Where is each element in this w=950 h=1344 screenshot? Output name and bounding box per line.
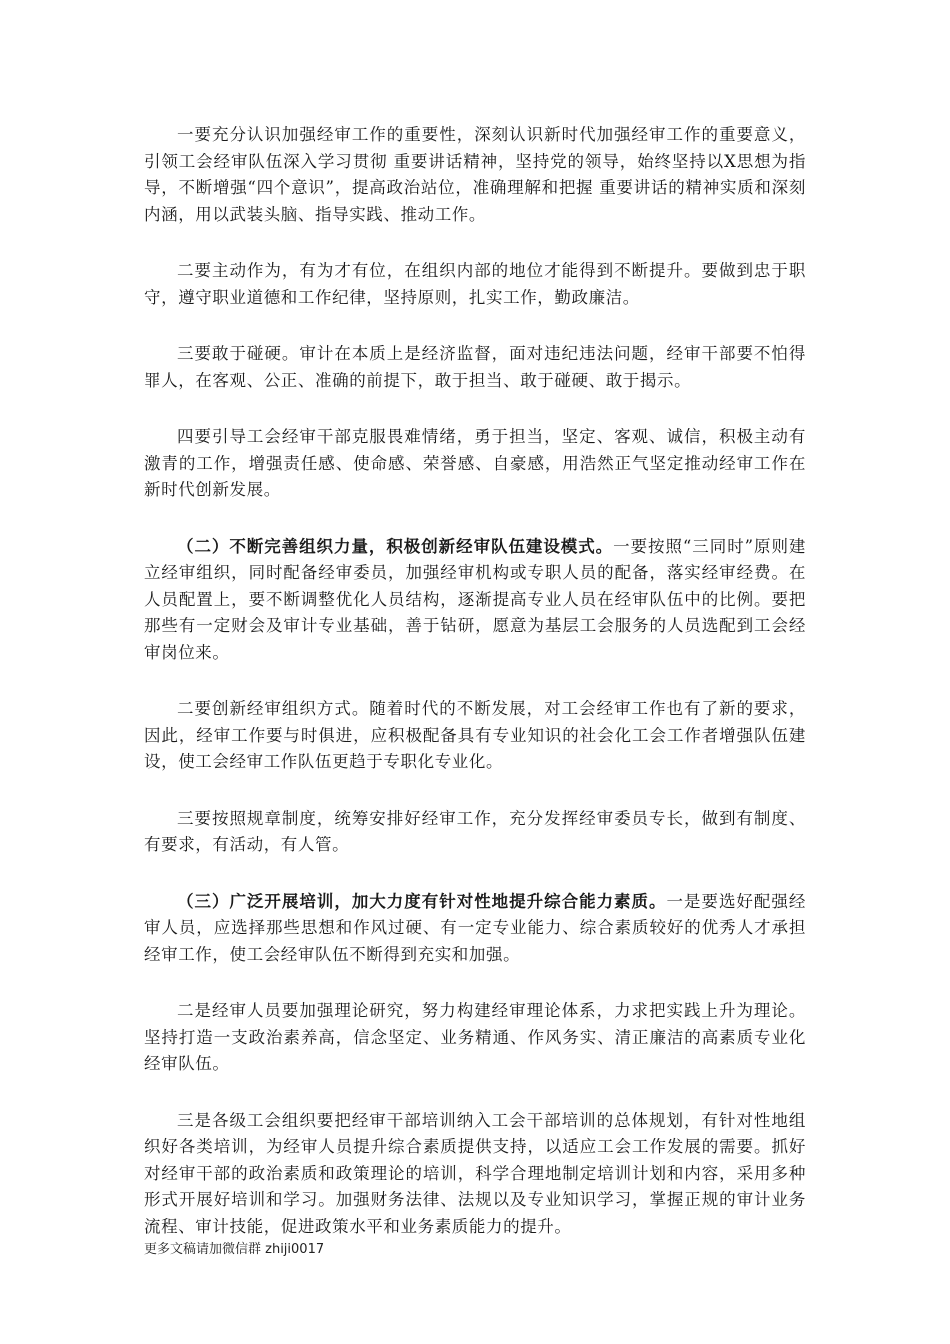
section-2-heading: （二）不断完善组织力量，积极创新经审队伍建设模式。 — [177, 536, 614, 556]
paragraph-8-text: 一是要选好配强经审人员，应选择那些思想和作风过硬、有一定专业能力、综合素质较好的优秀人才承担经审工作，使工会经审队伍不断得到充实和加强。 — [144, 891, 806, 964]
paragraph-9 — [144, 998, 806, 1078]
paragraph-8 — [144, 889, 806, 969]
paragraph-2 — [144, 258, 806, 311]
paragraph-1-text: 一要充分认识加强经审工作的重要性，深刻认识新时代加强经审工作的重要意义，引领工会经审队伍深入学习贯彻 重要讲话精神，坚持党的领导，始终坚持以X思想为指导，不断增强“四个意识”，提高政治站位，准确理解和把握 重要讲话的精神实质和深刻内涵，用以武装头脑、指导实践、推动工作。 — [144, 125, 806, 224]
paragraph-3 — [144, 341, 806, 394]
paragraph-6 — [144, 696, 806, 776]
paragraph-10 — [144, 1108, 806, 1241]
paragraph-7-text: 三要按照规章制度，统筹安排好经审工作，充分发挥经审委员专长，做到有制度、有要求，有活动，有人管。 — [144, 808, 806, 854]
paragraph-4-text: 四要引导工会经审干部克服畏难情绪，勇于担当，坚定、客观、诚信，积极主动有激青的工作，增强责任感、使命感、荣誉感、自豪感，用浩然正气坚定推动经审工作在新时代创新发展。 — [144, 427, 806, 499]
paragraph-10-text: 三是各级工会组织要把经审干部培训纳入工会干部培训的总体规划，有针对性地组织好各类培训，为经审人员提升综合素质提供支持，以适应工会工作发展的需要。抓好对经审干部的政治素质和政策理论的培训，科学合理地制定培训计划和内容，采用多种形式开展好培训和学习。加强财务法律、法规以及专业知识学习，掌握正规的审计业务流程、审计技能，促进政策水平和业务素质能力的提升。 — [144, 1110, 806, 1236]
document-body — [144, 122, 806, 1270]
paragraph-7 — [144, 806, 806, 859]
section-3-heading: （三）广泛开展培训，加大力度有针对性地提升综合能力素质。 — [177, 891, 667, 911]
paragraph-9-text: 二是经审人员要加强理论研究，努力构建经审理论体系，力求把实践上升为理论。坚持打造一支政治素养高，信念坚定、业务精通、作风务实、清正廉洁的高素质专业化经审队伍。 — [144, 1001, 806, 1073]
paragraph-5 — [144, 534, 806, 667]
paragraph-4 — [144, 424, 806, 504]
paragraph-3-text: 三要敢于碰硬。审计在本质上是经济监督，面对违纪违法问题，经审干部要不怕得罪人，在客观、公正、准确的前提下，敢于担当、敢于碰硬、敢于揭示。 — [144, 344, 806, 390]
footer-note: 更多文稿请加微信群 zhiji0017 — [144, 1242, 325, 1257]
paragraph-2-text: 二要主动作为，有为才有位，在组织内部的地位才能得到不断提升。要做到忠于职守，遵守职业道德和工作纪律，坚持原则，扎实工作，勤政廉洁。 — [144, 261, 806, 307]
paragraph-5-text: 一要按照“三同时”原则建立经审组织，同时配备经审委员，加强经审机构或专职人员的配备，落实经审经费。在人员配置上，要不断调整优化人员结构，逐渐提高专业人员在经审队伍中的比例。要把那些有一定财会及审计专业基础，善于钻研，愿意为基层工会服务的人员选配到工会经审岗位来。 — [144, 536, 807, 662]
paragraph-6-text: 二要创新经审组织方式。随着时代的不断发展，对工会经审工作也有了新的要求，因此，经审工作要与时俱进，应积极配备具有专业知识的社会化工会工作者增强队伍建设，使工会经审工作队伍更趋于专职化专业化。 — [144, 699, 806, 771]
paragraph-1 — [144, 122, 806, 228]
